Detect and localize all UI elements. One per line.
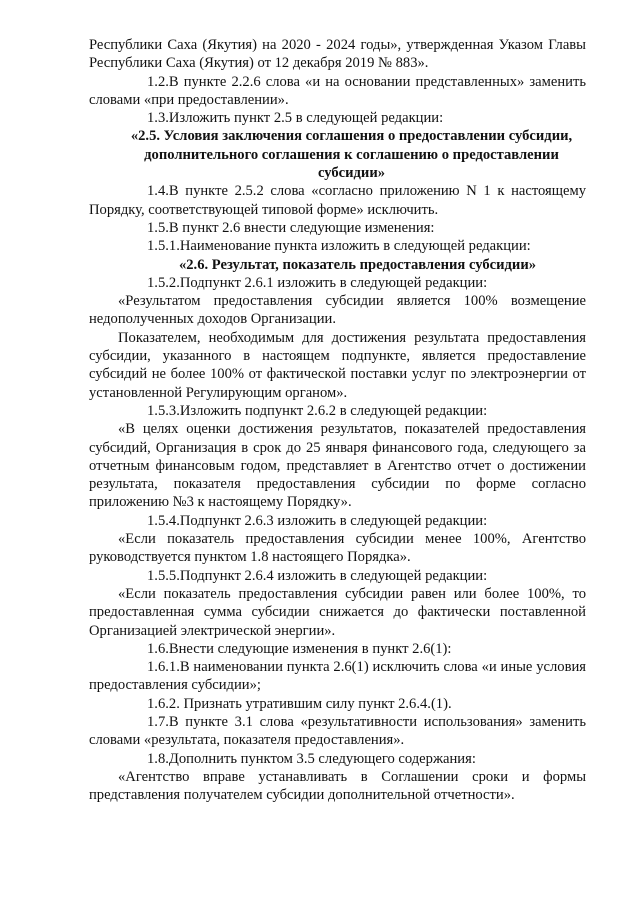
item-1-5-3 [89,402,586,420]
item-number: 1.5.2. [147,274,180,291]
item-number: 1.4. [147,183,169,200]
item-number: 1.5. [147,219,169,236]
item-text: В наименовании пункта 2.6(1) исключить слова «и иные условия предоставления субсидии»; [89,659,586,694]
item-number: 1.5.5. [147,567,180,584]
item-1-5-1 [89,237,586,255]
quoted-paragraph: «Агентство вправе устанавливать в Соглашении сроки и формы представления получателем субсидии дополнительной отчетности». [89,768,586,804]
item-1-5-2 [89,274,586,292]
item-1-7 [89,713,586,750]
item-text: Дополнить пунктом 3.5 следующего содержания: [168,750,476,767]
item-text: Изложить пункт 2.5 в следующей редакции: [168,110,444,127]
item-number: 1.3. [147,110,169,127]
item-1-3 [89,109,586,127]
item-text: Подпункт 2.6.4 изложить в следующей редакции: [179,567,488,584]
item-text: Изложить подпункт 2.6.2 в следующей редакции: [179,402,488,419]
item-1-4 [89,182,586,219]
item-1-5-4 [89,512,586,530]
item-text: В пункт 2.6 внести следующие изменения: [168,219,435,236]
intro-paragraph: Республики Саха (Якутия) на 2020 - 2024 годы», утвержденная Указом Главы Республики Саха (Якутия) от 12 декабря 2019 № 883». [89,37,586,72]
quoted-paragraph: «Если показатель предоставления субсидии равен или более 100%, то предоставленная сумма субсидии снижается до фактически поставленной Организацией электрической энергии». [89,585,586,639]
quoted-paragraph: «В целях оценки достижения результатов, показателей предоставления субсидий, Организация в срок до 25 января финансового года, следующего за отчетным финансовым годом, представляет в Агентство отчет о достижении результата, показателя предоставления субсидии по форме согласно приложению №3 к настоящему Порядку». [89,421,586,511]
item-number: 1.5.1. [147,238,180,255]
item-text: В пункте 3.1 слова «результативности использования» заменить словами «результата, показателя предоставления». [89,713,586,749]
item-number: 1.7. [147,713,169,730]
item-1-5-5 [89,567,586,585]
item-text: Подпункт 2.6.1 изложить в следующей редакции: [179,274,488,291]
item-text: Внести следующие изменения в пункт 2.6(1): [168,640,452,657]
item-number: 1.5.3. [147,402,180,419]
item-number: 1.2. [147,73,169,90]
quoted-paragraph: «Если показатель предоставления субсидии менее 100%, Агентство руководствуется пунктом 1.8 настоящего Порядка». [89,531,586,566]
item-number: 1.6. [147,640,169,657]
item-1-6-1 [89,658,586,695]
item-number: 1.5.4. [147,512,180,529]
document-page [89,36,586,804]
item-text: Признать утратившим силу пункт 2.6.4.(1). [179,695,452,712]
item-text: Наименование пункта изложить в следующей редакции: [179,238,531,255]
quoted-paragraph: «Результатом предоставления субсидии является 100% возмещение недополученных доходов Организации. [89,293,586,328]
item-text: В пункте 2.5.2 слова «согласно приложению N 1 к настоящему Порядку, соответствующей типовой форме» исключить. [89,183,586,218]
item-number: 1.8. [147,750,169,767]
item-1-5 [89,219,586,237]
item-text: Подпункт 2.6.3 изложить в следующей редакции: [179,512,488,529]
item-1-2 [89,73,586,110]
section-heading-2-5: «2.5. Условия заключения соглашения о предоставлении субсидии, дополнительного соглашения к соглашению о предоставлении субсидии» [130,128,573,182]
section-heading-2-6: «2.6. Результат, показатель предоставления субсидии» [178,256,537,273]
item-number: 1.6.1. [147,659,180,676]
item-1-6 [89,640,586,658]
item-text: В пункте 2.2.6 слова «и на основании представленных» заменить словами «при предоставлении». [89,73,586,108]
item-number: 1.6.2. [147,695,180,712]
item-1-6-2 [89,695,586,713]
item-1-8 [89,750,586,768]
body-paragraph: Показателем, необходимым для достижения результата предоставления субсидии, указанного в настоящем подпункте, является предоставление субсидий не более 100% от фактической поставки услуг по электроэнергии от установленной Регулирующим органом». [89,329,586,401]
